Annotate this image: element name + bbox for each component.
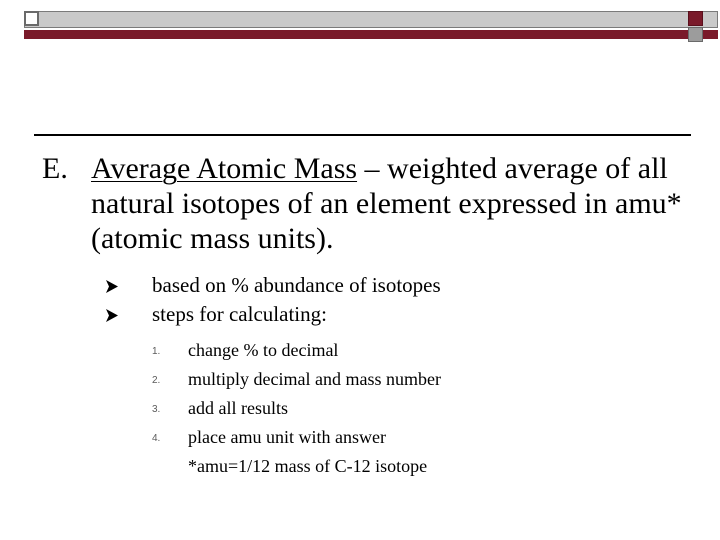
amu-footnote: *amu=1/12 mass of C-12 isotope [188,456,428,476]
header-gray-square [688,27,703,42]
step-number: 2. [152,375,161,386]
header-red-band [24,30,718,39]
step-item [152,423,652,452]
slide-header-bar [0,0,720,40]
heading-term: Average Atomic Mass [91,152,358,185]
heading-letter: E. [42,152,68,185]
bullet-text: steps for calculating: [152,302,327,326]
step-text: multiply decimal and mass number [188,369,441,389]
header-outline-square [24,11,39,26]
arrow-bullet-icon [106,309,118,322]
step-text: add all results [188,398,288,418]
step-text: change % to decimal [188,340,339,360]
bullet-list [106,271,666,329]
arrow-bullet-icon [106,280,118,293]
header-red-square [688,11,703,26]
heading-text [91,151,691,256]
header-gray-band [24,11,718,28]
title-divider [34,134,691,136]
step-number: 1. [152,346,161,357]
bullet-item [106,300,666,329]
step-list [152,336,652,452]
step-text: place amu unit with answer [188,427,386,447]
step-number: 4. [152,433,161,444]
bullet-item [106,271,666,300]
heading-definition: – weighted average of all natural isotopes of an element expressed in amu* (atomic mass units). [91,152,682,255]
step-item [152,365,652,394]
bullet-text: based on % abundance of isotopes [152,273,441,297]
step-number: 3. [152,404,161,415]
step-item [152,394,652,423]
step-item [152,336,652,365]
